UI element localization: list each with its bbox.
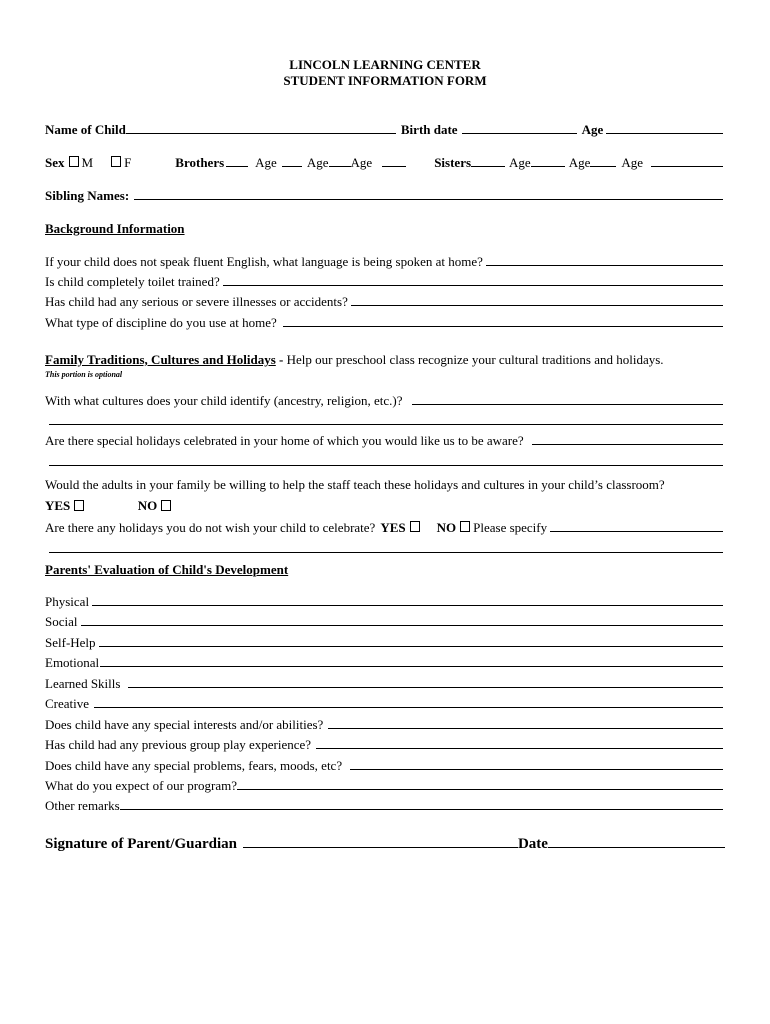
help-teach-question: Would the adults in your family be willing to help the staff teach these holidays and cultures in your child’s classroom? — [45, 477, 665, 492]
exclude-holidays-question: Are there any holidays you do not wish your child to celebrate? — [45, 520, 376, 535]
cultures-row — [45, 393, 723, 409]
help-teach-answer-row — [45, 498, 723, 514]
no-label: NO — [137, 498, 158, 513]
discipline-field[interactable] — [283, 315, 723, 327]
physical-label: Physical — [45, 594, 90, 609]
help-no-checkbox[interactable] — [161, 500, 171, 511]
birth-date-field[interactable] — [462, 122, 577, 134]
physical-field[interactable] — [92, 594, 723, 606]
signature-field[interactable] — [243, 835, 518, 848]
brother-age-field-1[interactable] — [282, 155, 302, 167]
sex-m-checkbox[interactable] — [69, 156, 79, 167]
learned-skills-row — [45, 676, 723, 692]
emotional-row — [45, 655, 723, 671]
remarks-label: Other remarks — [45, 798, 120, 813]
sister-age-field-3[interactable] — [651, 155, 723, 167]
creative-field[interactable] — [94, 696, 723, 708]
brothers-count-field[interactable] — [226, 155, 248, 167]
background-q2-row — [45, 274, 723, 290]
background-q3-row — [45, 294, 723, 310]
form-title: STUDENT INFORMATION FORM — [283, 73, 487, 88]
cultures-field-2[interactable] — [49, 413, 723, 425]
cultures-question: With what cultures does your child identify (ancestry, religion, etc.)? — [45, 393, 403, 408]
background-q1-row — [45, 254, 723, 270]
traditions-heading: Family Traditions, Cultures and Holidays — [45, 352, 276, 367]
discipline-question: What type of discipline do you use at home? — [45, 315, 277, 330]
social-row — [45, 614, 723, 630]
child-info-row — [45, 122, 723, 138]
brother-age-label-3: Age — [350, 155, 373, 170]
sister-age-label-2: Age — [568, 155, 591, 170]
remarks-field[interactable] — [120, 798, 723, 810]
toilet-field[interactable] — [223, 274, 723, 286]
yes-label: YES — [45, 498, 71, 513]
background-heading: Background Information — [45, 221, 185, 236]
expect-question: What do you expect of our program? — [45, 778, 238, 793]
expect-row — [45, 778, 723, 794]
learned-skills-field[interactable] — [128, 676, 723, 688]
name-field[interactable] — [126, 122, 396, 134]
selfhelp-field[interactable] — [99, 635, 723, 647]
remarks-row — [45, 798, 723, 814]
illness-field[interactable] — [351, 294, 723, 306]
background-q4-row — [45, 315, 723, 331]
selfhelp-label: Self-Help — [45, 635, 96, 650]
interests-question: Does child have any special interests and/or abilities? — [45, 717, 324, 732]
sisters-count-field[interactable] — [471, 155, 505, 167]
group-play-question: Has child had any previous group play experience? — [45, 737, 312, 752]
sister-age-field-1[interactable] — [531, 155, 565, 167]
sister-age-label-3: Age — [621, 155, 644, 170]
problems-row — [45, 758, 723, 774]
exclude-no-label: NO — [436, 520, 457, 535]
holidays-field-2[interactable] — [49, 454, 723, 466]
traditions-dash: - — [275, 352, 287, 367]
cultures-continuation-row — [45, 413, 723, 425]
creative-label: Creative — [45, 696, 90, 711]
specify-label: Please specify — [473, 520, 548, 535]
group-play-field[interactable] — [316, 737, 723, 749]
social-label: Social — [45, 614, 78, 629]
holidays-question: Are there special holidays celebrated in your home of which you would like us to be aware? — [45, 433, 524, 448]
illness-question: Has child had any serious or severe illnesses or accidents? — [45, 294, 348, 309]
age-field[interactable] — [606, 122, 723, 134]
help-yes-checkbox[interactable] — [74, 500, 84, 511]
sibling-names-row — [45, 188, 723, 204]
language-question: If your child does not speak fluent English, what language is being spoken at home? — [45, 254, 483, 269]
emotional-label: Emotional — [45, 655, 100, 670]
date-label: Date — [517, 836, 548, 852]
brother-age-label-2: Age — [306, 155, 329, 170]
toilet-question: Is child completely toilet trained? — [45, 274, 220, 289]
brother-age-field-3[interactable] — [382, 155, 406, 167]
interests-field[interactable] — [328, 717, 723, 729]
group-play-row — [45, 737, 723, 753]
specify-field-2[interactable] — [49, 541, 723, 553]
language-field[interactable] — [486, 254, 723, 266]
holidays-row — [45, 433, 723, 449]
brother-age-label-1: Age — [255, 155, 277, 170]
sex-label: Sex — [45, 155, 65, 170]
center-name: LINCOLN LEARNING CENTER — [289, 57, 481, 72]
traditions-intro: Help our preschool class recognize your cultural traditions and holidays. — [286, 352, 664, 367]
date-field[interactable] — [548, 835, 725, 848]
exclude-yes-label: YES — [380, 520, 406, 535]
problems-field[interactable] — [350, 758, 723, 770]
signature-row — [45, 835, 725, 853]
learned-skills-label: Learned Skills — [45, 676, 121, 691]
exclude-no-checkbox[interactable] — [460, 521, 470, 532]
traditions-heading-row — [45, 352, 723, 368]
exclude-yes-checkbox[interactable] — [410, 521, 420, 532]
sisters-label: Sisters — [434, 155, 472, 170]
selfhelp-row — [45, 635, 723, 651]
brother-age-field-2[interactable] — [329, 155, 351, 167]
sex-f-checkbox[interactable] — [111, 156, 121, 167]
sister-age-label-1: Age — [509, 155, 531, 170]
cultures-field[interactable] — [412, 393, 723, 405]
sex-m-label: M — [81, 155, 94, 170]
physical-row — [45, 594, 723, 610]
brothers-label: Brothers — [175, 155, 225, 170]
specify-continuation-row — [45, 541, 723, 553]
age-label: Age — [581, 122, 604, 137]
social-field[interactable] — [81, 614, 724, 626]
exclude-holidays-row — [45, 520, 723, 536]
sex-f-label: F — [124, 155, 132, 170]
specify-field[interactable] — [550, 520, 723, 532]
interests-row — [45, 717, 723, 733]
holidays-continuation-row — [45, 454, 723, 466]
sister-age-field-2[interactable] — [590, 155, 616, 167]
name-label: Name of Child — [45, 122, 126, 137]
sibling-names-field[interactable] — [134, 188, 723, 200]
creative-row — [45, 696, 723, 712]
optional-note: This portion is optional — [45, 370, 123, 379]
signature-label: Signature of Parent/Guardian — [45, 836, 237, 852]
evaluation-heading: Parents' Evaluation of Child's Development — [45, 562, 289, 577]
birth-date-label: Birth date — [400, 122, 458, 137]
sex-siblings-row — [45, 155, 723, 171]
emotional-field[interactable] — [100, 655, 723, 667]
expect-field[interactable] — [237, 778, 723, 790]
problems-question: Does child have any special problems, fears, moods, etc? — [45, 758, 343, 773]
holidays-field[interactable] — [532, 433, 723, 445]
sibling-names-label: Sibling Names: — [45, 188, 130, 203]
